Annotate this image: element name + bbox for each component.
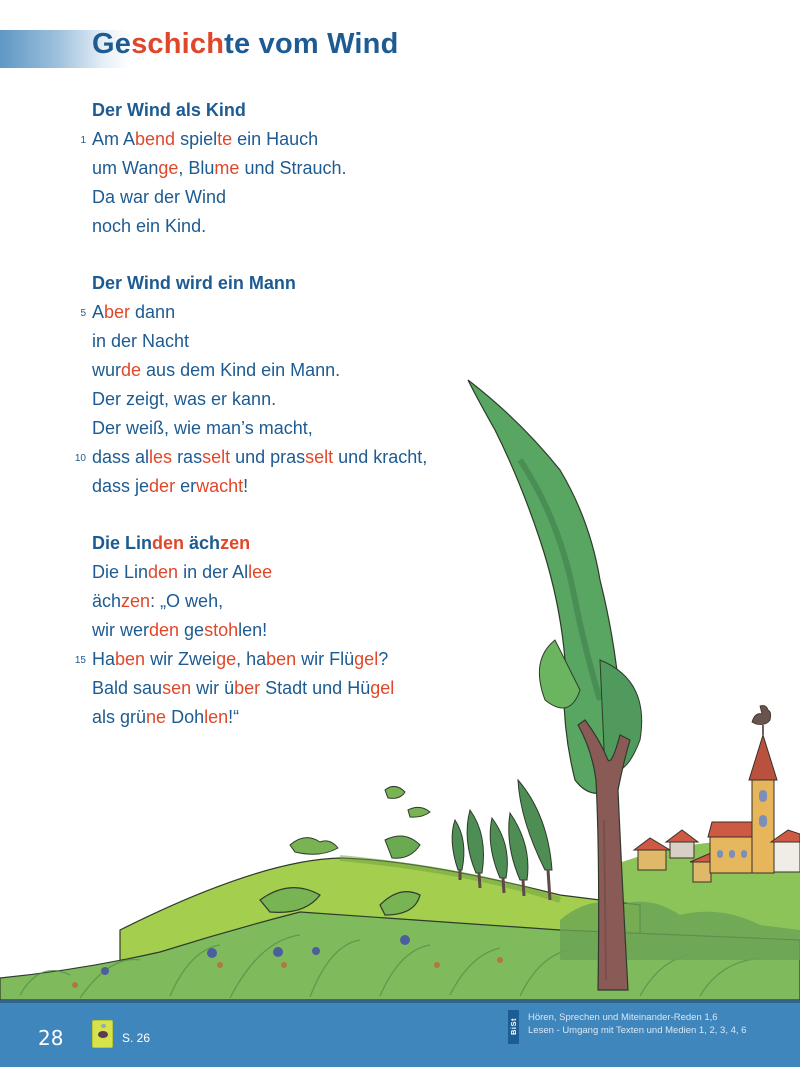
text-segment: wir wer bbox=[92, 620, 149, 640]
text-segment: ein Hauch bbox=[232, 129, 319, 149]
highlighted-syllable: den bbox=[152, 533, 185, 553]
highlighted-syllable: schich bbox=[131, 28, 225, 60]
text-segment: ! bbox=[243, 476, 249, 496]
text-segment: in der Al bbox=[178, 562, 249, 582]
page-number: 28 bbox=[38, 1026, 64, 1050]
highlighted-syllable: ge bbox=[158, 158, 179, 178]
text-segment: spiel bbox=[175, 129, 218, 149]
workbook-icon bbox=[92, 1020, 113, 1048]
stanza-heading bbox=[92, 269, 532, 298]
highlighted-syllable: ne bbox=[146, 707, 167, 727]
text-segment: dann bbox=[130, 302, 176, 322]
text-segment: A bbox=[92, 302, 105, 322]
text-segment: wur bbox=[92, 360, 122, 380]
standard-item: Hören, Sprechen und Miteinander-Reden 1,6 bbox=[528, 1012, 718, 1023]
text-segment: und pras bbox=[230, 447, 306, 467]
text-segment: !“ bbox=[228, 707, 240, 727]
text-segment: Ha bbox=[92, 649, 116, 669]
highlighted-syllable: me bbox=[214, 158, 240, 178]
highlighted-syllable: selt bbox=[305, 447, 334, 467]
workbook-page-reference: S. 26 bbox=[122, 1031, 151, 1045]
highlighted-syllable: gel bbox=[370, 678, 395, 698]
highlighted-syllable: len bbox=[204, 707, 229, 727]
workbook-icon-dot bbox=[101, 1024, 106, 1028]
text-segment: und Strauch. bbox=[239, 158, 347, 178]
page-title bbox=[92, 28, 399, 61]
highlighted-syllable: zen bbox=[220, 533, 251, 553]
poem-line bbox=[92, 154, 532, 183]
text-segment: Doh bbox=[166, 707, 205, 727]
text-segment: äch bbox=[184, 533, 221, 553]
poem-line bbox=[92, 327, 532, 356]
highlighted-syllable: stoh bbox=[204, 620, 239, 640]
highlighted-syllable: zen bbox=[121, 591, 151, 611]
line-number: 5 bbox=[80, 308, 86, 319]
highlighted-syllable: gel bbox=[354, 649, 379, 669]
landscape-illustration bbox=[0, 370, 800, 1040]
text-segment: noch ein Kind. bbox=[92, 216, 207, 236]
text-segment: Da war der Wind bbox=[92, 187, 227, 207]
text-segment: aus dem Kind ein Mann. bbox=[141, 360, 341, 380]
workbook-icon-sun bbox=[98, 1031, 108, 1038]
text-segment: Die Lin bbox=[92, 562, 149, 582]
text-segment: : „O weh, bbox=[150, 591, 224, 611]
text-segment: äch bbox=[92, 591, 122, 611]
stanza-heading bbox=[92, 96, 532, 125]
text-segment: ras bbox=[172, 447, 203, 467]
standard-item: Lesen - Umgang mit Texten und Medien 1, 2, 3, 4, 6 bbox=[528, 1025, 747, 1036]
text-segment: Der Wind als Kind bbox=[92, 100, 246, 120]
text-segment: wir Zwei bbox=[145, 649, 217, 669]
poem-line bbox=[80, 125, 532, 154]
text-segment: Die Lin bbox=[92, 533, 153, 553]
highlighted-syllable: de bbox=[121, 360, 142, 380]
text-segment: , Blu bbox=[178, 158, 215, 178]
highlighted-syllable: den bbox=[149, 620, 180, 640]
standards-list bbox=[528, 1011, 746, 1037]
poem-line bbox=[80, 298, 532, 327]
highlighted-syllable: wacht bbox=[196, 476, 244, 496]
text-segment: ge bbox=[179, 620, 205, 640]
line-number: 15 bbox=[74, 655, 86, 666]
highlighted-syllable: ber bbox=[234, 678, 261, 698]
bist-tag bbox=[508, 1010, 519, 1044]
highlighted-syllable: bend bbox=[135, 129, 176, 149]
text-segment: in der Nacht bbox=[92, 331, 190, 351]
highlighted-syllable: ge bbox=[216, 649, 237, 669]
text-segment: dass al bbox=[92, 447, 150, 467]
bist-label: BiSt bbox=[509, 1018, 518, 1035]
highlighted-syllable: lee bbox=[248, 562, 273, 582]
text-segment: Am A bbox=[92, 129, 136, 149]
text-segment: Der Wind wird ein Mann bbox=[92, 273, 296, 293]
text-segment: Der zeigt, was er kann. bbox=[92, 389, 277, 409]
highlighted-syllable: sen bbox=[162, 678, 192, 698]
text-segment: Bald sau bbox=[92, 678, 163, 698]
text-segment: um Wan bbox=[92, 158, 159, 178]
highlighted-syllable: te bbox=[217, 129, 233, 149]
text-segment: dass je bbox=[92, 476, 150, 496]
line-number: 10 bbox=[74, 453, 86, 464]
page-footer bbox=[0, 1000, 800, 1067]
text-segment: Stadt und Hü bbox=[260, 678, 371, 698]
text-segment: Der weiß, wie man’s macht, bbox=[92, 418, 313, 438]
text-segment: te vom Wind bbox=[224, 28, 399, 60]
highlighted-syllable: ber bbox=[104, 302, 131, 322]
text-segment: wir Flü bbox=[296, 649, 355, 669]
text-segment: len! bbox=[238, 620, 268, 640]
highlighted-syllable: den bbox=[148, 562, 179, 582]
highlighted-syllable: der bbox=[149, 476, 176, 496]
text-segment: als grü bbox=[92, 707, 147, 727]
text-segment: wir ü bbox=[191, 678, 235, 698]
highlighted-syllable: selt bbox=[202, 447, 231, 467]
line-number: 1 bbox=[80, 135, 86, 146]
highlighted-syllable: les bbox=[149, 447, 173, 467]
highlighted-syllable: ben bbox=[115, 649, 146, 669]
highlighted-syllable: ben bbox=[266, 649, 297, 669]
poem-line bbox=[92, 212, 532, 241]
footer-divider bbox=[0, 1000, 800, 1003]
text-segment: er bbox=[175, 476, 197, 496]
text-segment: , ha bbox=[236, 649, 267, 669]
stanza-gap bbox=[92, 241, 532, 269]
text-segment: Ge bbox=[92, 28, 132, 60]
text-segment: ? bbox=[378, 649, 389, 669]
text-segment: und kracht, bbox=[333, 447, 428, 467]
poem-line bbox=[92, 183, 532, 212]
